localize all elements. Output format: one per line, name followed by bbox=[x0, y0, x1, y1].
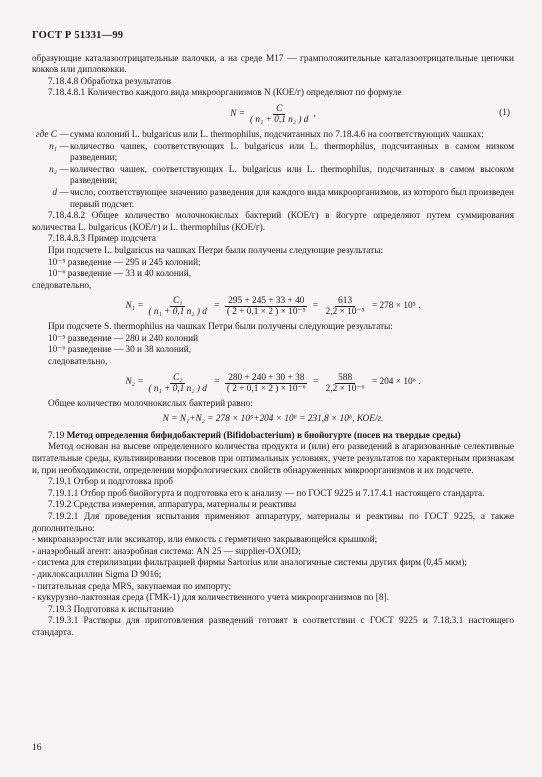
numerator: 280 + 240 + 30 + 38 bbox=[225, 373, 307, 384]
def-key: n₁ bbox=[49, 141, 57, 152]
section-7-19-1-1: 7.19.1.1 Отбор проб биойогурта и подготовка его к анализу — по ГОСТ 9225 и 7.17.4.1 настоящего стандарта. bbox=[48, 488, 485, 499]
list-item: - диклоксациллин Sigma D 9016; bbox=[32, 569, 162, 580]
denominator: 2,2 × 10⁻⁵ bbox=[325, 307, 365, 318]
example-2-intro: При подсчете S. thermophilus на чашках Петри были получены следующие результаты: bbox=[48, 322, 393, 333]
formula-1-tail: , bbox=[313, 108, 316, 119]
formula-n2-frac-3 bbox=[323, 373, 368, 394]
section-7-19-1: 7.19.1 Отбор и подготовка проб bbox=[48, 477, 173, 488]
def-key: d bbox=[52, 187, 57, 198]
example-1-line-2: 10⁻⁶ разведение — 33 и 40 колоний, bbox=[48, 269, 192, 280]
formula-n1-frac-3 bbox=[323, 296, 368, 317]
section-7-19-number: 7.19 bbox=[48, 430, 65, 441]
example-2-line-2: 10⁻⁶ разведение — 30 и 38 колоний, bbox=[48, 345, 192, 356]
page-header: ГОСТ Р 51331—99 bbox=[32, 30, 124, 41]
denominator: ( n₁ + 0,1 n₂ ) d bbox=[148, 383, 207, 394]
numerator: 588 bbox=[335, 373, 355, 384]
formula-n1: N₁ = $\frac{\text{C₁}}{\text{( n₁ + 0,1 n₂ ) d}}$ = $\frac{295 + 245 + 33 + 40}{\text{( 2 + 0,1 × 2 ) × 10⁻⁵}}$ = $\frac{613}{\text{2,2 × 10⁻⁵}}$ = 278 × 10⁵ . bbox=[125, 296, 421, 318]
example-1-line-1: 10⁻⁵ разведение — 295 и 245 колоний; bbox=[48, 257, 201, 268]
formula-total-text: N = N₁+N₂ = 278 × 10⁵+204 × 10⁶ = 231,8 × 10⁶, КОЕ/г. bbox=[162, 414, 384, 425]
formula-n1-result: = 278 × 10⁵ . bbox=[371, 300, 421, 311]
formula-1-number: (1) bbox=[499, 108, 510, 119]
formula-n2-frac-1 bbox=[145, 373, 209, 394]
formula-n1-frac-2 bbox=[224, 296, 309, 317]
def-key: где C bbox=[35, 129, 57, 140]
example-2-line-1: 10⁻⁵ разведение — 280 и 240 колоний bbox=[48, 333, 199, 344]
page-number: 16 bbox=[32, 743, 42, 753]
therefore-text: следовательно, bbox=[48, 357, 108, 368]
denominator: ( 2 + 0,1 × 2 ) × 10⁻⁶ bbox=[226, 383, 306, 394]
example-1-intro: При подсчете L. bulgaricus на чашках Петри были получены следующие результаты: bbox=[48, 245, 384, 256]
numerator: 295 + 245 + 33 + 40 bbox=[225, 296, 307, 307]
section-7-19-2: 7.19.2 Средства измерения, аппаратура, материалы и реактивы bbox=[48, 500, 297, 511]
formula-1 bbox=[32, 104, 514, 125]
list-item: - анаэробный агент: анаэробная система: AN 25 — supplier-OXOID; bbox=[32, 546, 301, 557]
def-value: количество чашек, соответствующих L. bulgaricus или L. thermophilus, подсчитанных в самом низком разведении; bbox=[70, 141, 514, 164]
denominator: ( 2 + 0,1 × 2 ) × 10⁻⁵ bbox=[226, 307, 306, 318]
numerator: C₁ bbox=[170, 296, 185, 307]
list-item: - система для стерилизации фильтрацией фирмы Sartorius или аналогичные системы других фирм (0,45 мкм); bbox=[32, 558, 467, 569]
section-7-19-body: Метод основан на высеве определенного количества продукта и (или) его разведений в агаризованные селективные питательные среды, культивировании посевов при оптимальных условиях, учете результатов по характерным признакам и, при необходимости, определении морфологических свойств обнаруженных микроорганизмов и их подсчете. bbox=[32, 442, 514, 476]
list-item: - питательная среда MRS, закупаемая по импорту; bbox=[32, 581, 232, 592]
total-intro: Общее количество молочнокислых бактерий равно: bbox=[48, 398, 253, 409]
section-7-18-4-8-1: 7.18.4.8.1 Количество каждого вида микроорганизмов N (КОЕ/г) определяют по формуле bbox=[48, 88, 402, 99]
formula-1-fraction bbox=[247, 104, 311, 125]
paragraph-continuation: образующие каталазоотрицательные палочки, а на среде М17 — грамположительные каталазоотрицательные цепочки кокков или диплококки. bbox=[32, 53, 514, 76]
denominator: ( n₁ + 0,1 n₂ ) d bbox=[148, 307, 207, 318]
formula-1-numerator: C bbox=[273, 104, 285, 115]
formula-definitions: где C — сумма колоний L. bulgaricus или L. thermophilus, подсчитанных по 7.18.4.6 на соответствующих чашках; n₁ — количество чашек, соответствующих L. bulgaricus или L. thermophilus, подсчитанных в самом низком разведении; n₂ — количество чашек, соответствующих L. bulgaricus или L. thermophilus, подсчитанных в самом высоком разведении; d — число, соответствующее значению разведения для каждого вида микроорганизмов, из которого был произведен первый подсчет. bbox=[32, 130, 514, 211]
formula-1-denominator: ( n₁ + 0,1 n₂ ) d bbox=[250, 114, 309, 125]
section-7-18-4-8: 7.18.4.8 Обработка результатов bbox=[48, 76, 172, 87]
formula-1-lhs: N = bbox=[230, 108, 246, 119]
formula-n1-frac-1 bbox=[145, 296, 209, 317]
list-item: - микроанаэростат или эксикатор, или емкость с герметично закрывающейся крышкой; bbox=[32, 535, 378, 546]
section-7-19-3-1: 7.19.3.1 Растворы для приготовления разведений готовят в соответствии с ГОСТ 9225 и 7.18.3.1 настоящего стандарта. bbox=[32, 616, 514, 638]
formula-n2-frac-2 bbox=[224, 373, 309, 394]
section-7-19-3: 7.19.3 Подготовка к испытанию bbox=[48, 604, 174, 615]
formula-n1-lhs: N₁ = bbox=[125, 300, 144, 311]
formula-n2-lhs: N₂ = bbox=[125, 377, 144, 388]
numerator: 613 bbox=[335, 296, 355, 307]
numerator: C₂ bbox=[170, 373, 185, 384]
formula-n2: N₂ = $\frac{\text{C₂}}{\text{( n₁ + 0,1 n₂ ) d}}$ = $\frac{280 + 240 + 30 + 38}{\text{( 2 + 0,1 × 2 ) × 10⁻⁶}}$ = $\frac{588}{\text{2,2 × 10⁻⁶}}$ = 204 × 10⁶ . bbox=[125, 372, 421, 394]
section-7-19-2-1: 7.19.2.1 Для проведения испытания применяют аппаратуру, материалы и реактивы по ГОСТ 9225, а также дополнительно: bbox=[32, 512, 514, 534]
def-value: число, соответствующее значению разведения для каждого вида микроорганизмов, из которого был произведен первый подсчет. bbox=[70, 187, 514, 210]
def-key: n₂ bbox=[49, 164, 57, 175]
list-item: - кукурузно-лактозная среда (ГМК-1) для количественного учета микроорганизмов по [8]. bbox=[32, 593, 389, 604]
formula-n2-result: = 204 × 10⁶ . bbox=[371, 377, 421, 388]
formula-total bbox=[32, 414, 514, 426]
def-value: сумма колоний L. bulgaricus или L. thermophilus, подсчитанных по 7.18.4.6 на соответствующих чашках; bbox=[70, 129, 484, 140]
section-7-19-title bbox=[32, 431, 514, 443]
section-7-18-4-8-3: 7.18.4.8.3 Пример подсчета bbox=[48, 234, 156, 245]
denominator: 2,2 × 10⁻⁶ bbox=[325, 383, 365, 394]
def-value: количество чашек, соответствующих L. bulgaricus или L. thermophilus, подсчитанных в самом высоком разведении; bbox=[70, 164, 514, 187]
section-7-19-heading: Метод определения бифидобактерий (Bifidobacterium) в биойогурте (посев на твердые среды) bbox=[66, 430, 461, 441]
therefore-text: следовательно, bbox=[32, 280, 92, 291]
section-7-18-4-8-2: 7.18.4.8.2 Общее количество молочнокислых бактерий (КОЕ/г) в йогурте определяют путем суммирования количества L. bulgaricus (КОЕ/г) и L. thermophilus (КОЕ/г). bbox=[32, 211, 514, 233]
